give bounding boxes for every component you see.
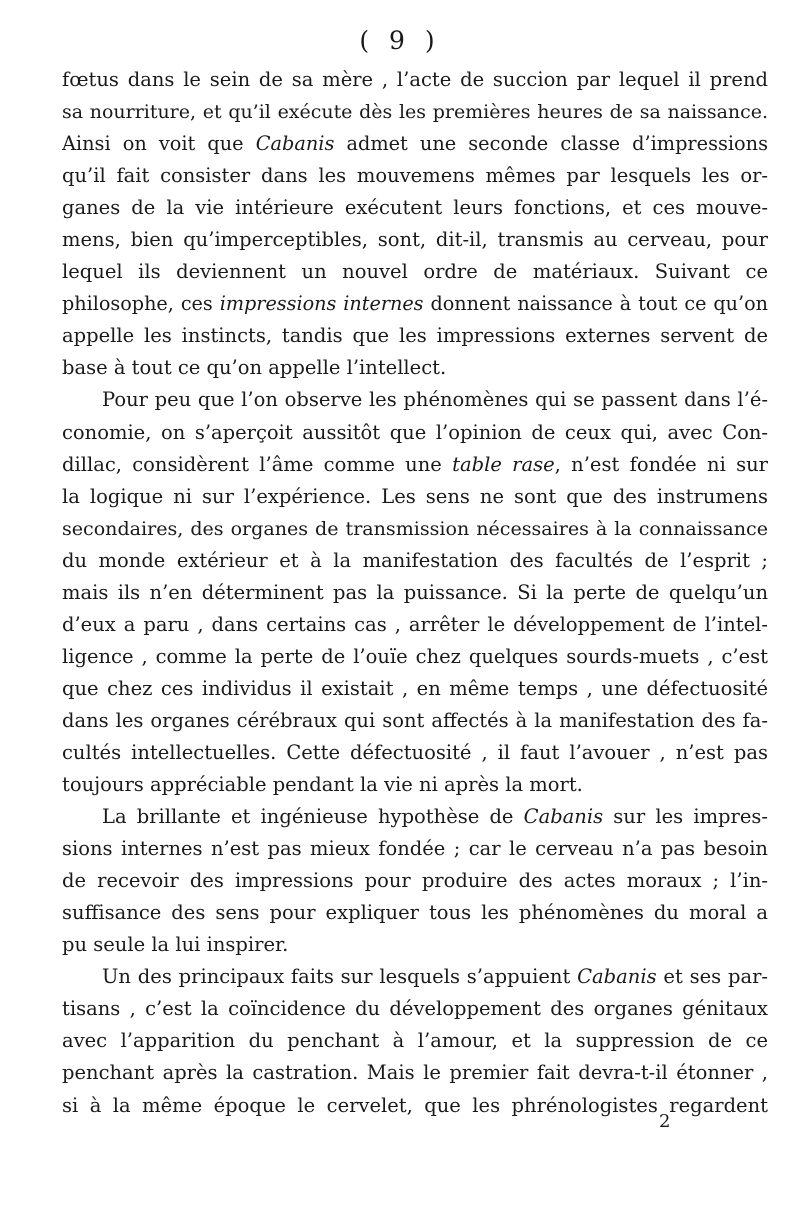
text-line: pu seule la lui inspirer. [62,933,289,957]
text-line: sa nourriture, et qu’il exécute dès les premières heures de sa naissance. [62,101,768,124]
page-number: ( 9 ) [359,26,441,55]
text-line: philosophe, ces impressions internes donnent naissance à tout ce qu’on [62,292,768,316]
text-line: de recevoir des impressions pour produire des actes moraux ; l’in- [62,869,768,893]
text-line: conomie, on s’aperçoit aussitôt que l’opinion de ceux qui, avec Con- [62,420,768,444]
text-line: base à tout ce qu’on appelle l’intellect. [62,356,447,380]
text-line: si à la même époque le cervelet, que les phrénologistes regardent [62,1093,768,1117]
text-line: qu’il fait consister dans les mouvemens mêmes par lesquels les or- [62,164,768,188]
text-line: mais ils n’en déterminent pas la puissance. Si la perte de quelqu’un [62,580,768,604]
text-line: ganes de la vie intérieure exécutent leurs fonctions, et ces mouve- [62,196,768,220]
text-line: d’eux a paru , dans certains cas , arrêter le développement de l’intel- [62,612,768,636]
text-line: suffisance des sens pour expliquer tous les phénomènes du moral a [62,901,768,925]
text-line: ligence , comme la perte de l’ouïe chez quelques sourds-muets , c’est [62,644,768,668]
text-line: Pour peu que l’on observe les phénomènes qui se passent dans l’é- [102,388,768,412]
text-line: toujours appréciable pendant la vie ni après la mort. [62,773,583,797]
text-line: lequel ils deviennent un nouvel ordre de matériaux. Suivant ce [62,260,768,284]
signature-mark: 2 [659,1111,671,1132]
text-line: fœtus dans le sein de sa mère , l’acte de succion par lequel il prend [62,68,768,91]
body-text [62,64,768,1122]
text-line: la logique ni sur l’expérience. Les sens ne sont que des instrumens [62,484,768,508]
text-line: que chez ces individus il existait , en même temps , une défectuosité [62,676,768,700]
text-line: du monde extérieur et à la manifestation des facultés de l’esprit ; [62,548,768,572]
text-line: Ainsi on voit que Cabanis admet une seconde classe d’impressions [62,132,769,156]
text-line: secondaires, des organes de transmission nécessaires à la connaissance [62,517,768,540]
text-line: La brillante et ingénieuse hypothèse de Cabanis sur les impres- [102,805,768,829]
text-line: sions internes n’est pas mieux fondée ; car le cerveau n’a pas besoin [62,837,768,861]
text-line: dillac, considèrent l’âme comme une table rase, n’est fondée ni sur [62,452,768,476]
text-line: avec l’apparition du penchant à l’amour, et la suppression de ce [62,1029,768,1053]
text-line: appelle les instincts, tandis que les impressions externes servent de [62,324,768,348]
text-line: mens, bien qu’imperceptibles, sont, dit-il, transmis au cerveau, pour [62,228,768,252]
text-line: Un des principaux faits sur lesquels s’appuient Cabanis et ses par- [102,965,768,989]
text-line: penchant après la castration. Mais le premier fait devra-t-il étonner , [62,1061,768,1085]
text-line: dans les organes cérébraux qui sont affectés à la manifestation des fa- [62,708,768,732]
text-line: tisans , c’est la coïncidence du développement des organes génitaux [62,997,768,1021]
text-line: cultés intellectuelles. Cette défectuosité , il faut l’avouer , n’est pas [62,740,768,764]
